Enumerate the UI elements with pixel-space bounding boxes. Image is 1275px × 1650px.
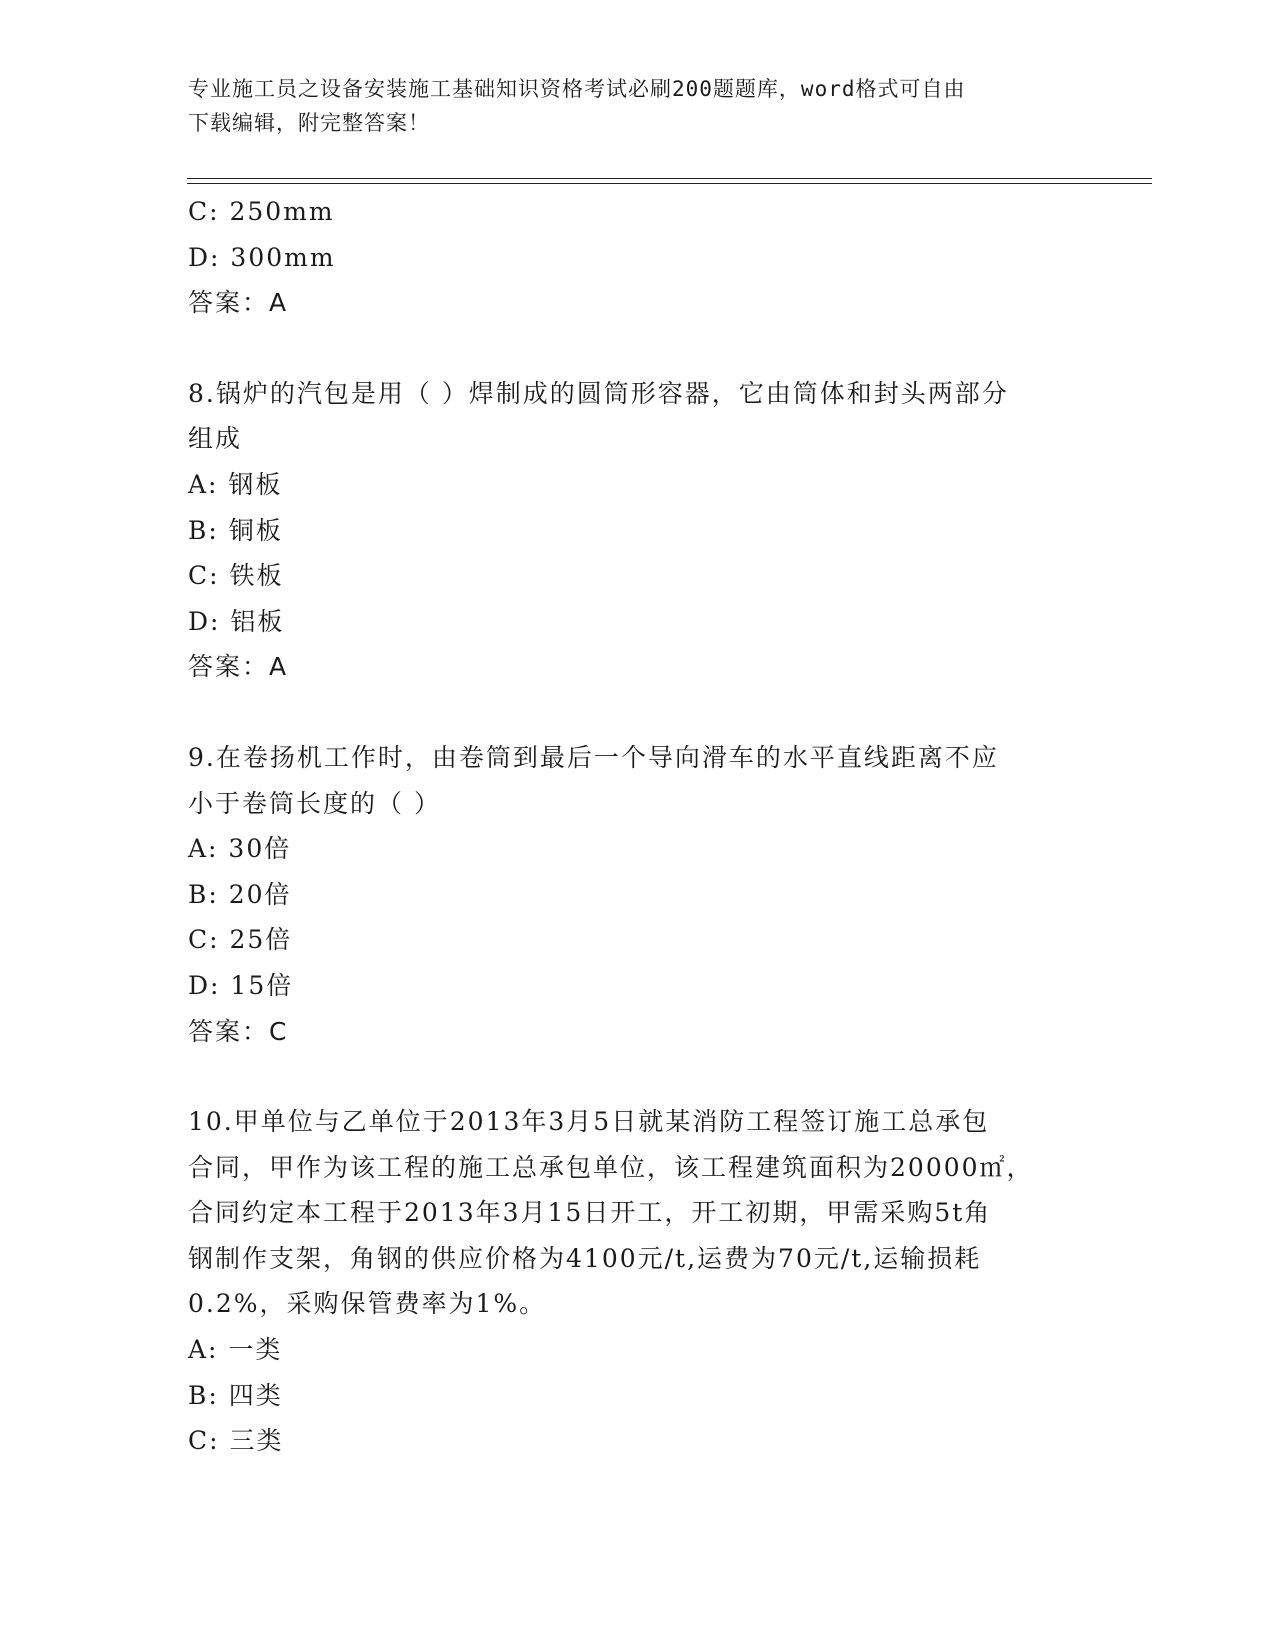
- question-8-text-cont: 组成: [188, 424, 243, 454]
- header-divider: [187, 178, 1152, 184]
- question-9-text-cont: 小于卷筒长度的（ ）: [188, 788, 441, 818]
- option-d: D: 铝板: [188, 606, 285, 636]
- header-line-1: 专业施工员之设备安装施工基础知识资格考试必刷200题题库，word格式可自由: [188, 77, 966, 101]
- option-c: C: 250mm: [188, 197, 335, 226]
- answer-line: 答案：A: [188, 288, 289, 318]
- option-a: A: 一类: [188, 1335, 283, 1365]
- question-10-text: 10.甲单位与乙单位于2013年3月5日就某消防工程签订施工总承包: [188, 1107, 990, 1137]
- option-a: A: 30倍: [188, 834, 292, 864]
- question-8-text: 8.锅炉的汽包是用（ ）焊制成的圆筒形容器，它由筒体和封头两部分: [188, 378, 1009, 408]
- option-a: A: 钢板: [188, 469, 283, 499]
- question-9-text: 9.在卷扬机工作时，由卷筒到最后一个导向滑车的水平直线距离不应: [188, 742, 999, 772]
- option-b: B: 四类: [188, 1380, 283, 1410]
- document-body: [188, 189, 1088, 1464]
- question-10-text-cont: 合同约定本工程于2013年3月15日开工，开工初期，甲需采购5t角: [188, 1198, 992, 1228]
- spacer: [188, 690, 1088, 735]
- option-b: B: 20倍: [188, 879, 292, 909]
- question-10-text-cont: 合同，甲作为该工程的施工总承包单位，该工程建筑面积为20000㎡，: [188, 1152, 1034, 1182]
- spacer: [188, 1054, 1088, 1099]
- option-c: C: 25倍: [188, 925, 293, 955]
- answer-line: 答案：C: [188, 1016, 289, 1046]
- question-10-text-cont: 钢制作支架，角钢的供应价格为4100元/t,运费为70元/t,运输损耗: [188, 1243, 982, 1273]
- option-b: B: 铜板: [188, 515, 283, 545]
- document-header: [188, 72, 1088, 140]
- question-10-text-cont: 0.2%，采购保管费率为1%。: [188, 1289, 547, 1319]
- option-c: C: 三类: [188, 1426, 284, 1456]
- option-c: C: 铁板: [188, 561, 284, 591]
- header-line-2: 下载编辑，附完整答案！: [188, 111, 430, 135]
- option-d: D: 15倍: [188, 970, 294, 1000]
- answer-line: 答案：A: [188, 652, 289, 682]
- option-d: D: 300mm: [188, 242, 336, 272]
- spacer: [188, 326, 1088, 371]
